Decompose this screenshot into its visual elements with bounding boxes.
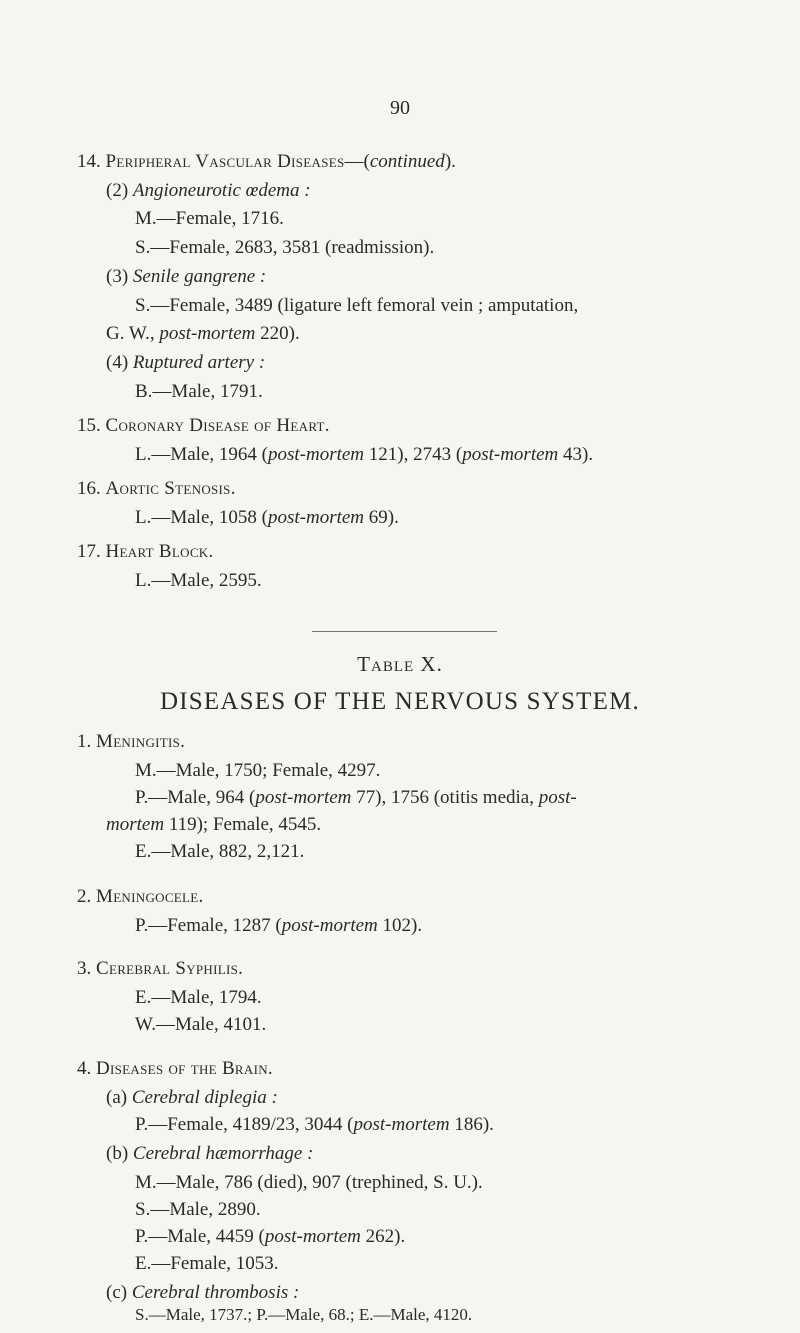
section-17-heading bbox=[77, 540, 214, 564]
subsection-title: Ruptured artery : bbox=[132, 352, 266, 373]
subsection-number: (2) bbox=[106, 180, 129, 201]
entry-line: M.—Female, 1716. bbox=[135, 208, 284, 229]
subsection-2 bbox=[106, 179, 311, 203]
subsection-label: (b) bbox=[106, 1143, 129, 1164]
section-heading: Coronary Disease of Heart. bbox=[105, 415, 330, 436]
post-mortem-label: post-mortem bbox=[255, 787, 352, 808]
page-number: 90 bbox=[390, 97, 410, 119]
table-title: Table X. bbox=[357, 652, 443, 676]
section-number: 17. bbox=[77, 541, 101, 562]
entry-line bbox=[106, 813, 321, 837]
subsection-title: Angioneurotic œdema : bbox=[132, 180, 311, 201]
entry-text: S.—Male, 1737. bbox=[135, 1305, 248, 1324]
section-number: 15. bbox=[77, 415, 101, 436]
entry-text: 69). bbox=[364, 507, 399, 528]
entry-text: P.—Male, 68. bbox=[256, 1305, 350, 1324]
item-2-heading bbox=[77, 885, 204, 909]
entry-line: S.—Male, 1737.; P.—Male, 68.; E.—Male, 4120. bbox=[135, 1305, 473, 1324]
entry-text: P.—Female, 1287 ( bbox=[135, 915, 282, 936]
subsection-title: Cerebral diplegia : bbox=[131, 1087, 278, 1108]
item-heading: Meningitis. bbox=[96, 731, 186, 752]
post-mortem-label: mortem bbox=[106, 814, 165, 835]
entry-text: 186). bbox=[449, 1114, 494, 1135]
post-mortem-label: post-mortem bbox=[267, 507, 365, 528]
subsection-number: (4) bbox=[106, 352, 129, 373]
section-heading: Heart Block. bbox=[105, 541, 214, 562]
subsection-3 bbox=[106, 265, 266, 289]
entry-line: E.—Male, 1794. bbox=[135, 987, 262, 1008]
subsection-label: (c) bbox=[106, 1282, 128, 1303]
entry-line bbox=[135, 506, 399, 530]
continued-label: continued bbox=[369, 151, 445, 172]
entry-line bbox=[135, 914, 422, 938]
item-1-heading bbox=[77, 730, 185, 754]
subsection-c bbox=[106, 1281, 299, 1305]
post-mortem-label: post- bbox=[538, 787, 577, 808]
entry-text: L.—Male, 1964 ( bbox=[135, 444, 268, 465]
entry-text: 102). bbox=[377, 915, 423, 936]
entry-line bbox=[135, 786, 577, 810]
section-14-heading bbox=[77, 150, 456, 174]
entry-text: P.—Male, 4459 ( bbox=[135, 1226, 265, 1247]
section-title: DISEASES OF THE NERVOUS SYSTEM. bbox=[160, 688, 640, 715]
entry-text: G. W., bbox=[106, 323, 160, 344]
entry-line bbox=[135, 1113, 494, 1137]
post-mortem-label: post-mortem bbox=[462, 444, 559, 465]
continued-close: ). bbox=[444, 151, 456, 172]
section-15-heading bbox=[77, 414, 330, 438]
item-number: 3. bbox=[77, 958, 92, 979]
entry-line: W.—Male, 4101. bbox=[135, 1014, 267, 1035]
subsection-a bbox=[106, 1086, 278, 1110]
entry-line: E.—Male, 882, 2,121. bbox=[135, 841, 305, 862]
entry-line: S.—Female, 2683, 3581 (readmission). bbox=[135, 237, 435, 258]
item-heading: Cerebral Syphilis. bbox=[96, 958, 244, 979]
entry-text: L.—Male, 1058 ( bbox=[135, 507, 268, 528]
entry-text: 121), 2743 ( bbox=[364, 444, 463, 465]
section-divider bbox=[312, 631, 497, 632]
section-heading: Peripheral Vascular Diseases bbox=[105, 151, 345, 172]
entry-text: 43). bbox=[558, 444, 594, 465]
entry-line: L.—Male, 2595. bbox=[135, 570, 262, 591]
subsection-title: Senile gangrene : bbox=[132, 266, 267, 287]
section-number: 16. bbox=[77, 478, 101, 499]
subsection-b bbox=[106, 1142, 313, 1166]
section-16-heading bbox=[77, 477, 236, 501]
post-mortem-label: post-mortem bbox=[353, 1114, 450, 1135]
entry-text: 119); Female, 4545. bbox=[164, 814, 322, 835]
section-heading: Aortic Stenosis. bbox=[105, 478, 236, 499]
entry-line: M.—Male, 1750; Female, 4297. bbox=[135, 760, 381, 781]
entry-text: P.—Male, 964 ( bbox=[135, 787, 256, 808]
post-mortem-label: post-mortem bbox=[267, 444, 365, 465]
entry-line: S.—Male, 2890. bbox=[135, 1199, 261, 1220]
item-number: 4. bbox=[77, 1058, 92, 1079]
entry-text: 262). bbox=[360, 1226, 406, 1247]
item-4-heading bbox=[77, 1057, 273, 1081]
item-number: 2. bbox=[77, 886, 92, 907]
entry-line: B.—Male, 1791. bbox=[135, 381, 263, 402]
subsection-title: Cerebral thrombosis : bbox=[131, 1282, 300, 1303]
entry-line: E.—Female, 1053. bbox=[135, 1253, 279, 1274]
subsection-4 bbox=[106, 351, 265, 375]
entry-line bbox=[106, 322, 300, 346]
entry-line: S.—Female, 3489 (ligature left femoral vein ; amputation, bbox=[135, 295, 579, 316]
post-mortem-label: post-mortem bbox=[159, 323, 256, 344]
item-heading: Diseases of the Brain. bbox=[96, 1058, 273, 1079]
section-number: 14. bbox=[77, 151, 101, 172]
item-number: 1. bbox=[77, 731, 92, 752]
subsection-number: (3) bbox=[106, 266, 129, 287]
entry-line bbox=[135, 443, 593, 467]
subsection-title: Cerebral hæmorrhage : bbox=[132, 1143, 314, 1164]
post-mortem-label: post-mortem bbox=[281, 915, 378, 936]
subsection-label: (a) bbox=[106, 1087, 128, 1108]
item-3-heading bbox=[77, 957, 243, 981]
continued-open: —( bbox=[344, 151, 370, 172]
entry-line: M.—Male, 786 (died), 907 (trephined, S. U.). bbox=[135, 1172, 483, 1193]
entry-text: 77), 1756 (otitis media, bbox=[351, 787, 539, 808]
post-mortem-label: post-mortem bbox=[264, 1226, 361, 1247]
entry-text: E.—Male, 4120. bbox=[358, 1305, 473, 1324]
entry-line bbox=[135, 1225, 405, 1249]
item-heading: Meningocele. bbox=[96, 886, 204, 907]
entry-text: 220). bbox=[255, 323, 300, 344]
entry-text: P.—Female, 4189/23, 3044 ( bbox=[135, 1114, 354, 1135]
